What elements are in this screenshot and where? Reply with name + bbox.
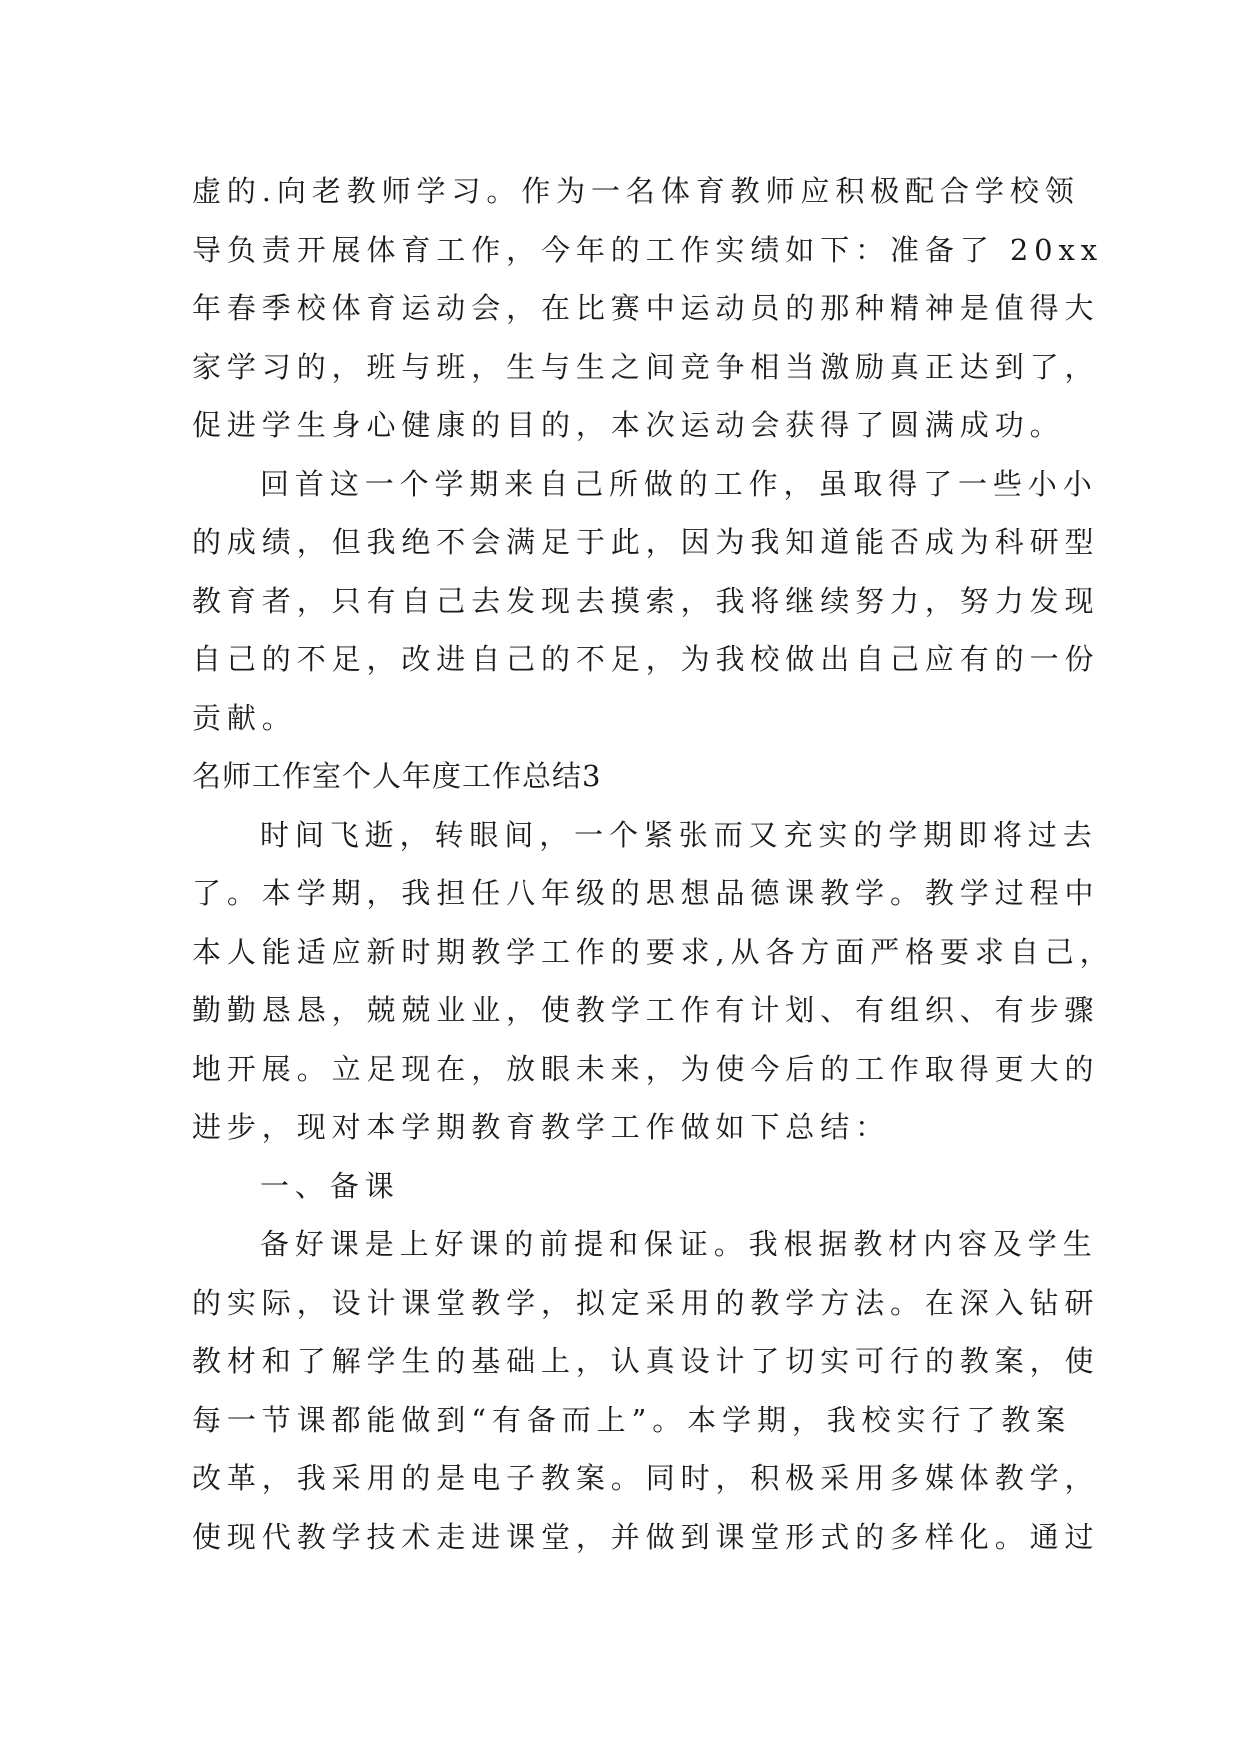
paragraph-first-line: 备好课是上好课的前提和保证。我根据教材内容及学生 <box>260 1227 1098 1261</box>
text-line: 自己的不足，改进自己的不足，为我校做出自己应有的一份 <box>192 642 1100 676</box>
text-line: 家学习的，班与班，生与生之间竞争相当激励真正达到了， <box>192 349 1100 384</box>
paragraph-first-line: 回首这一个学期来自己所做的工作，虽取得了一些小小 <box>260 466 1098 501</box>
text-line: 改革，我采用的是电子教案。同时，积极采用多媒体教学， <box>192 1461 1100 1495</box>
text-line: 教材和了解学生的基础上，认真设计了切实可行的教案，使 <box>192 1344 1100 1378</box>
text-line: 了。本学期，我担任八年级的思想品德课教学。教学过程中 <box>192 876 1100 910</box>
section-heading: 名师工作室个人年度工作总结3 <box>192 759 602 793</box>
text-line: 勤勤恳恳，兢兢业业，使教学工作有计划、有组织、有步骤 <box>192 993 1100 1027</box>
text-line: 地开展。立足现在，放眼未来，为使今后的工作取得更大的 <box>192 1051 1100 1086</box>
text-line: 贡献。 <box>192 700 297 735</box>
text-line: 年春季校体育运动会，在比赛中运动员的那种精神是值得大 <box>192 291 1100 325</box>
text-line: 教育者，只有自己去发现去摸索，我将继续努力，努力发现 <box>192 583 1100 618</box>
text-line: 使现代教学技术走进课堂，并做到课堂形式的多样化。通过 <box>192 1519 1100 1554</box>
text-line: 的实际，设计课堂教学，拟定采用的教学方法。在深入钻研 <box>192 1285 1100 1320</box>
document-body <box>192 162 1115 1566</box>
paragraph-first-line: 时间飞逝，转眼间，一个紧张而又充实的学期即将过去 <box>260 817 1098 852</box>
text-line: 本人能适应新时期教学工作的要求,从各方面严格要求自己， <box>192 934 1115 969</box>
subsection-heading: 一、备课 <box>260 1168 400 1203</box>
text-line: 促进学生身心健康的目的，本次运动会获得了圆满成功。 <box>192 408 1065 442</box>
text-line: 进步，现对本学期教育教学工作做如下总结： <box>192 1110 891 1144</box>
text-line: 的成绩，但我绝不会满足于此，因为我知道能否成为科研型 <box>192 525 1100 559</box>
text-line: 每一节课都能做到“有备而上”。本学期，我校实行了教案 <box>192 1402 1072 1437</box>
text-line: 导负责开展体育工作，今年的工作实绩如下：准备了 20xx <box>192 232 1104 267</box>
text-line: 虚的.向老教师学习。作为一名体育教师应积极配合学校领 <box>192 174 1080 208</box>
